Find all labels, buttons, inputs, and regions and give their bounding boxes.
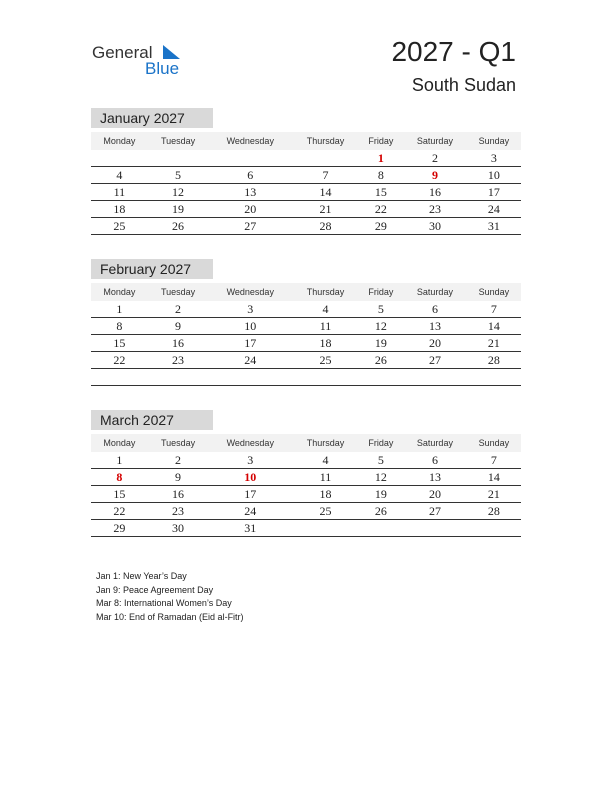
day-cell: 22: [359, 201, 403, 218]
weekday-header: Saturday: [403, 434, 467, 452]
week-row: [91, 318, 521, 335]
day-cell: 15: [359, 184, 403, 201]
week-row: [91, 150, 521, 167]
day-cell: 10: [208, 469, 292, 486]
day-cell: 25: [91, 218, 148, 235]
day-cell: 23: [148, 503, 209, 520]
week-row: [91, 452, 521, 469]
day-cell: [403, 369, 467, 386]
day-cell: 5: [148, 167, 209, 184]
day-cell: 23: [148, 352, 209, 369]
month-title: March 2027: [91, 410, 213, 430]
weekday-header-row: [91, 434, 521, 452]
weekday-header: Thursday: [292, 283, 358, 301]
day-cell: 12: [148, 184, 209, 201]
day-cell: 20: [403, 486, 467, 503]
day-cell: 6: [403, 301, 467, 318]
weekday-header: Sunday: [467, 434, 521, 452]
calendar-table: [91, 434, 521, 537]
day-cell: 10: [467, 167, 521, 184]
day-cell: 20: [403, 335, 467, 352]
day-cell: [467, 369, 521, 386]
day-cell: 21: [467, 486, 521, 503]
day-cell: [359, 520, 403, 537]
day-cell: [91, 369, 148, 386]
weekday-header: Tuesday: [148, 283, 209, 301]
day-cell: 22: [91, 352, 148, 369]
day-cell: 4: [292, 301, 358, 318]
weekday-header-row: [91, 132, 521, 150]
day-cell: 2: [148, 452, 209, 469]
day-cell: 31: [208, 520, 292, 537]
week-row: [91, 352, 521, 369]
logo-blue-text: Blue: [145, 59, 180, 78]
calendar-table: [91, 132, 521, 235]
day-cell: 25: [292, 352, 358, 369]
holiday-notes: [96, 570, 244, 624]
day-cell: 17: [467, 184, 521, 201]
day-cell: 24: [467, 201, 521, 218]
calendar-table: [91, 283, 521, 386]
day-cell: 7: [467, 452, 521, 469]
day-cell: 17: [208, 486, 292, 503]
day-cell: 16: [403, 184, 467, 201]
day-cell: 3: [208, 452, 292, 469]
day-cell: 8: [91, 469, 148, 486]
day-cell: 27: [208, 218, 292, 235]
day-cell: 5: [359, 301, 403, 318]
day-cell: 24: [208, 503, 292, 520]
weekday-header: Wednesday: [208, 283, 292, 301]
day-cell: [359, 369, 403, 386]
weekday-header: Friday: [359, 132, 403, 150]
day-cell: [403, 520, 467, 537]
week-row: [91, 218, 521, 235]
day-cell: 7: [292, 167, 358, 184]
logo-general-text: General: [92, 43, 153, 62]
day-cell: 26: [359, 352, 403, 369]
week-row: [91, 301, 521, 318]
day-cell: [292, 520, 358, 537]
month-title: February 2027: [91, 259, 213, 279]
weekday-header: Tuesday: [148, 132, 209, 150]
weekday-header: Wednesday: [208, 132, 292, 150]
day-cell: 8: [91, 318, 148, 335]
month-february: [91, 259, 521, 386]
day-cell: 2: [403, 150, 467, 167]
day-cell: [91, 150, 148, 167]
day-cell: 16: [148, 486, 209, 503]
day-cell: 23: [403, 201, 467, 218]
day-cell: 13: [403, 318, 467, 335]
week-row: [91, 520, 521, 537]
day-cell: 12: [359, 318, 403, 335]
day-cell: 28: [467, 352, 521, 369]
month-title: January 2027: [91, 108, 213, 128]
day-cell: 21: [292, 201, 358, 218]
day-cell: 3: [208, 301, 292, 318]
day-cell: 14: [467, 469, 521, 486]
day-cell: 6: [403, 452, 467, 469]
day-cell: 6: [208, 167, 292, 184]
day-cell: 21: [467, 335, 521, 352]
day-cell: [148, 150, 209, 167]
day-cell: 30: [403, 218, 467, 235]
day-cell: [292, 150, 358, 167]
day-cell: 26: [359, 503, 403, 520]
day-cell: 13: [208, 184, 292, 201]
day-cell: 11: [292, 318, 358, 335]
day-cell: 11: [292, 469, 358, 486]
day-cell: 5: [359, 452, 403, 469]
day-cell: 11: [91, 184, 148, 201]
day-cell: 18: [292, 335, 358, 352]
weekday-header: Thursday: [292, 132, 358, 150]
day-cell: 1: [359, 150, 403, 167]
holiday-note: Jan 1: New Year’s Day: [96, 571, 187, 581]
day-cell: 15: [91, 335, 148, 352]
holiday-note: Jan 9: Peace Agreement Day: [96, 584, 214, 595]
week-row: [91, 469, 521, 486]
day-cell: 27: [403, 352, 467, 369]
day-cell: 1: [91, 301, 148, 318]
week-row: [91, 184, 521, 201]
day-cell: [467, 520, 521, 537]
week-row: [91, 486, 521, 503]
day-cell: 18: [91, 201, 148, 218]
day-cell: 8: [359, 167, 403, 184]
weekday-header-row: [91, 283, 521, 301]
weekday-header: Sunday: [467, 132, 521, 150]
day-cell: [292, 369, 358, 386]
day-cell: 9: [148, 318, 209, 335]
holiday-note: Mar 8: International Women’s Day: [96, 598, 232, 608]
day-cell: 29: [91, 520, 148, 537]
day-cell: 19: [359, 486, 403, 503]
day-cell: 24: [208, 352, 292, 369]
day-cell: 26: [148, 218, 209, 235]
day-cell: 12: [359, 469, 403, 486]
day-cell: 20: [208, 201, 292, 218]
month-january: [91, 108, 521, 235]
day-cell: 25: [292, 503, 358, 520]
day-cell: 19: [148, 201, 209, 218]
day-cell: 10: [208, 318, 292, 335]
day-cell: 28: [467, 503, 521, 520]
weekday-header: Saturday: [403, 283, 467, 301]
day-cell: 7: [467, 301, 521, 318]
day-cell: 31: [467, 218, 521, 235]
week-row: [91, 503, 521, 520]
day-cell: 14: [467, 318, 521, 335]
weekday-header: Wednesday: [208, 434, 292, 452]
weekday-header: Monday: [91, 434, 148, 452]
day-cell: 22: [91, 503, 148, 520]
day-cell: 1: [91, 452, 148, 469]
weekday-header: Monday: [91, 132, 148, 150]
week-row: [91, 201, 521, 218]
day-cell: 30: [148, 520, 209, 537]
day-cell: 29: [359, 218, 403, 235]
month-march: [91, 410, 521, 537]
day-cell: 3: [467, 150, 521, 167]
day-cell: 17: [208, 335, 292, 352]
weekday-header: Friday: [359, 283, 403, 301]
day-cell: 9: [403, 167, 467, 184]
country-name: South Sudan: [411, 75, 516, 95]
day-cell: [208, 150, 292, 167]
day-cell: 16: [148, 335, 209, 352]
weekday-header: Monday: [91, 283, 148, 301]
weekday-header: Tuesday: [148, 434, 209, 452]
day-cell: 4: [91, 167, 148, 184]
weekday-header: Thursday: [292, 434, 358, 452]
logo: [92, 40, 192, 80]
day-cell: 15: [91, 486, 148, 503]
day-cell: 2: [148, 301, 209, 318]
day-cell: [208, 369, 292, 386]
day-cell: 9: [148, 469, 209, 486]
day-cell: 27: [403, 503, 467, 520]
week-row: [91, 369, 521, 386]
week-row: [91, 335, 521, 352]
day-cell: 19: [359, 335, 403, 352]
day-cell: [148, 369, 209, 386]
week-row: [91, 167, 521, 184]
day-cell: 28: [292, 218, 358, 235]
day-cell: 14: [292, 184, 358, 201]
day-cell: 4: [292, 452, 358, 469]
weekday-header: Friday: [359, 434, 403, 452]
day-cell: 13: [403, 469, 467, 486]
page-title: 2027 - Q1: [391, 36, 516, 67]
weekday-header: Sunday: [467, 283, 521, 301]
day-cell: 18: [292, 486, 358, 503]
weekday-header: Saturday: [403, 132, 467, 150]
holiday-note: Mar 10: End of Ramadan (Eid al-Fitr): [96, 611, 244, 622]
